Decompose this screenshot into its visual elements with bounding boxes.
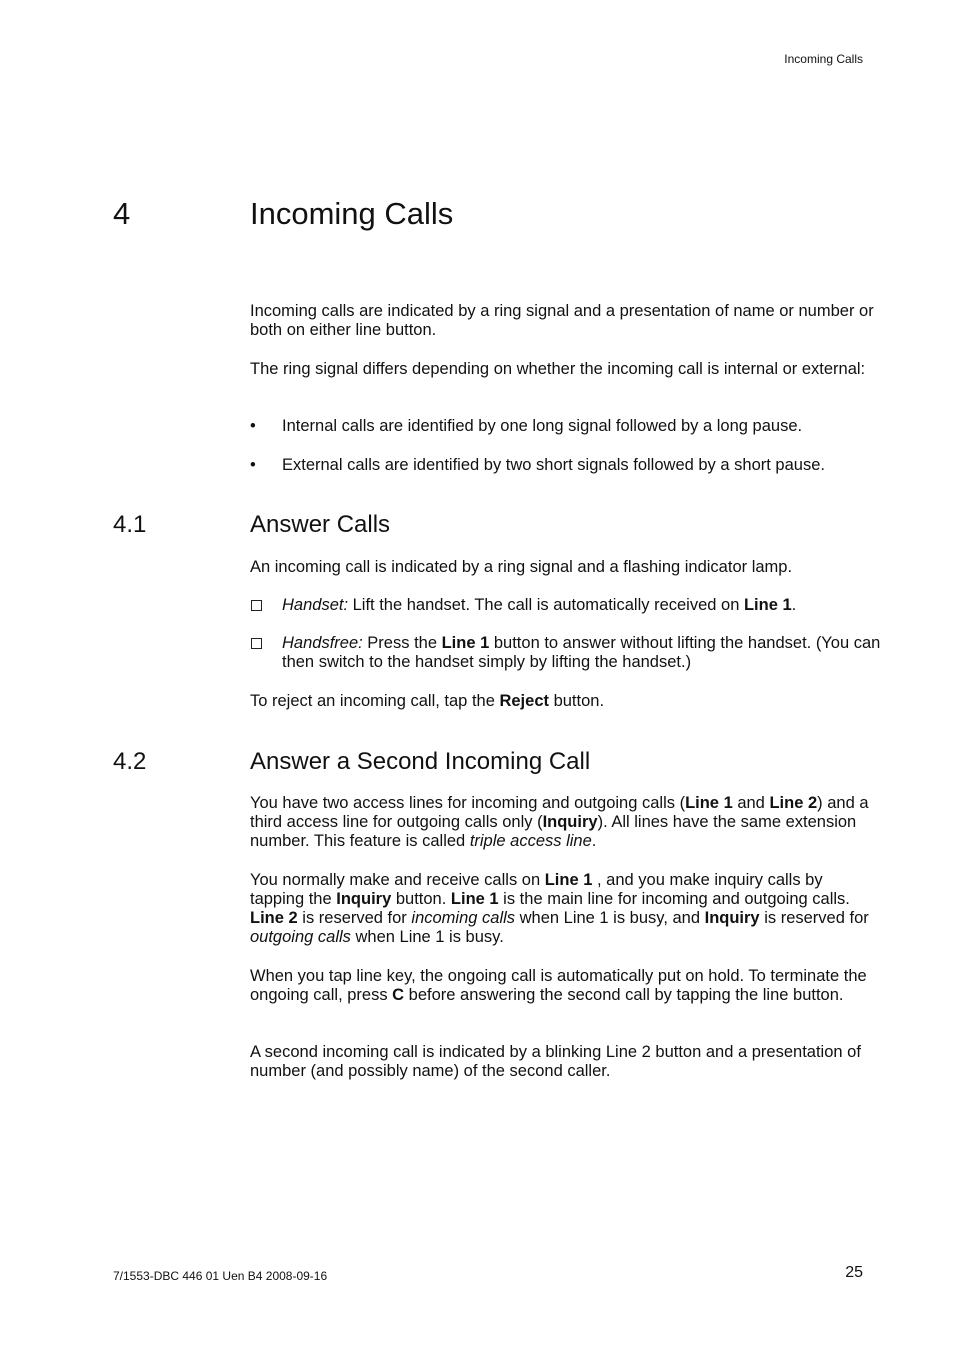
bullet-marker: • xyxy=(250,456,256,474)
second-call-paragraph-2: You normally make and receive calls on Line 1 , and you make inquiry calls by tapping the Inquiry button. Line 1 is the main line for incoming and outgoing calls. Line 2 is reserved for incoming calls when Line 1 is busy, and Inquiry is reserved for outgoing calls when Line 1 is busy. xyxy=(250,871,869,946)
step-handsfree: Handsfree: Press the Line 1 button to answer without lifting the handset. (You can then switch to the handset simply by lifting the handset.) xyxy=(282,634,881,671)
page-number: 25 xyxy=(845,1264,863,1281)
step-handset: Handset: Lift the handset. The call is automatically received on Line 1. xyxy=(282,596,797,614)
bullet-item-internal: Internal calls are identified by one long signal followed by a long pause. xyxy=(282,417,803,435)
document-id: 7/1553-DBC 446 01 Uen B4 2008-09-16 xyxy=(113,1269,328,1283)
section-title-second-call: Answer a Second Incoming Call xyxy=(250,748,591,775)
section-number-4-1: 4.1 xyxy=(113,511,147,538)
section-title-answer-calls: Answer Calls xyxy=(250,511,391,538)
second-call-paragraph-4: A second incoming call is indicated by a blinking Line 2 button and a presentation of number (and possibly name) of the second caller. xyxy=(250,1043,861,1080)
bullet-item-external: External calls are identified by two short signals followed by a short pause. xyxy=(282,456,825,474)
chapter-title: Incoming Calls xyxy=(250,196,454,231)
section-number-4-2: 4.2 xyxy=(113,748,147,775)
chapter-number: 4 xyxy=(113,196,131,231)
step-checkbox-icon xyxy=(251,600,262,611)
intro-paragraph-2: The ring signal differs depending on whether the incoming call is internal or external: xyxy=(250,360,866,378)
answer-calls-paragraph: An incoming call is indicated by a ring signal and a flashing indicator lamp. xyxy=(250,558,793,576)
intro-paragraph-1: Incoming calls are indicated by a ring signal and a presentation of name or number or both on either line button. xyxy=(250,302,874,339)
second-call-paragraph-1: You have two access lines for incoming and outgoing calls (Line 1 and Line 2) and a third access line for outgoing calls only (Inquiry). All lines have the same extension number. This feature is called triple access line. xyxy=(250,794,869,850)
bullet-marker: • xyxy=(250,417,256,435)
second-call-paragraph-3: When you tap line key, the ongoing call is automatically put on hold. To terminate the ongoing call, press C before answering the second call by tapping the line button. xyxy=(250,967,867,1004)
running-header: Incoming Calls xyxy=(784,52,863,66)
reject-paragraph: To reject an incoming call, tap the Reject button. xyxy=(250,692,605,710)
step-checkbox-icon xyxy=(251,638,262,649)
